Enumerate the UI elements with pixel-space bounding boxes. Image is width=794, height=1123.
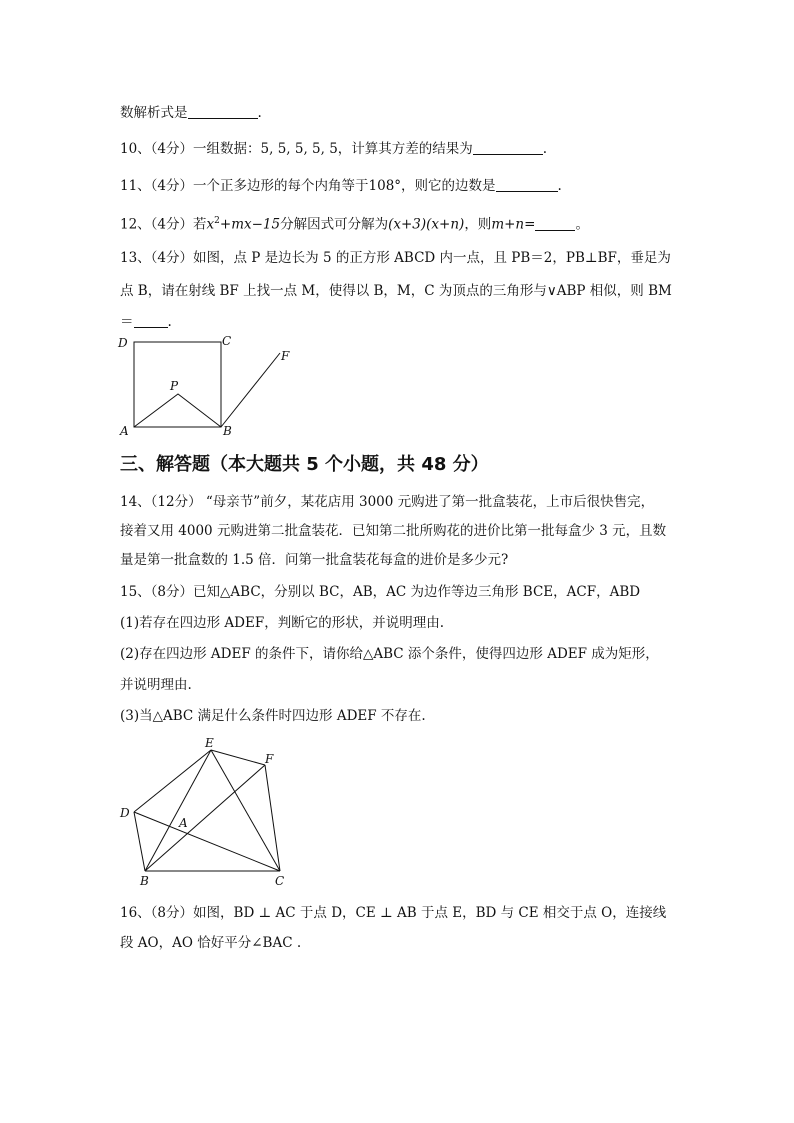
label-d: D	[118, 336, 128, 350]
label-c: C	[222, 334, 232, 348]
label-a2: A	[179, 816, 188, 830]
question-16-line-1: 16、（8分）如图，BD ⊥ AC 于点 D，CE ⊥ AB 于点 E，BD 与 CE 相交于点 O，连接线	[120, 905, 667, 921]
triangle-apb	[134, 394, 221, 427]
question-11: 11、（4分）一个正多边形的每个内角等于108°，则它的边数是 .	[120, 178, 562, 194]
segment-db	[134, 812, 145, 871]
segment-fc	[265, 765, 280, 871]
segment-fb	[145, 765, 265, 871]
q9-tail: 数解析式是 .	[120, 105, 262, 121]
label-b: B	[223, 424, 232, 438]
question-15-part-2: (2)存在四边形 ADEF 的条件下，请你给△ABC 添个条件，使得四边形 ADEF 成为矩形，	[120, 646, 659, 662]
segment-ec	[211, 750, 280, 871]
answer-blank[interactable]	[496, 177, 558, 192]
question-13-line-1: 13、（4分）如图，点 P 是边长为 5 的正方形 ABCD 内一点，且 PB＝2，PB⊥BF，垂足为	[120, 250, 671, 266]
answer-blank[interactable]	[473, 140, 543, 155]
label-d2: D	[120, 806, 130, 820]
question-16-line-2: 段 AO，AO 恰好平分∠BAC .	[120, 935, 302, 951]
segment-ed	[134, 750, 211, 812]
label-f: F	[281, 349, 290, 363]
section-heading: 三、解答题（本大题共 5 个小题，共 48 分）	[120, 454, 489, 475]
question-15-part-1: (1)若存在四边形 ADEF，判断它的形状，并说明理由.	[120, 615, 444, 631]
square-figure	[112, 332, 302, 442]
question-12: 12、（4分）若$x^2+mx-15$分解因式可分解为(x+3)(x+n)，则m+n= 。	[120, 216, 589, 233]
question-14-line-1: 14、（12分） “母亲节”前夕，某花店用 3000 元购进了第一批盒装花，上市后很快售完，	[120, 494, 655, 510]
answer-blank[interactable]	[535, 216, 575, 231]
answer-blank[interactable]	[134, 313, 168, 328]
answer-blank[interactable]	[188, 104, 258, 119]
segment-ef	[211, 750, 265, 765]
ray-bf	[221, 353, 280, 427]
question-14-line-2: 接着又用 4000 元购进第二批盒装花．已知第二批所购花的进价比第一批每盒少 3 元，且数	[120, 523, 667, 539]
label-a: A	[120, 424, 129, 438]
segment-eb	[145, 750, 211, 871]
label-b2: B	[140, 874, 149, 888]
triangles-figure	[112, 733, 302, 893]
label-f2: F	[265, 752, 274, 766]
question-15-line-3: 并说明理由.	[120, 677, 192, 693]
question-10: 10、（4分）一组数据：5, 5, 5, 5, 5，计算其方差的结果为 .	[120, 141, 548, 157]
question-14-line-3: 量是第一批盒数的 1.5 倍．问第一批盒装花每盒的进价是多少元?	[120, 552, 509, 568]
label-c2: C	[275, 874, 285, 888]
question-13-line-3: ＝ .	[120, 314, 172, 330]
label-e: E	[205, 736, 214, 750]
label-p: P	[170, 379, 179, 393]
question-15-part-3: (3)当△ABC 满足什么条件时四边形 ADEF 不存在.	[120, 708, 426, 724]
segment-dc	[134, 812, 280, 871]
question-15-line-0: 15、（8分）已知△ABC，分别以 BC，AB，AC 为边作等边三角形 BCE，ACF，ABD	[120, 584, 641, 600]
question-13-line-2: 点 B，请在射线 BF 上找一点 M，使得以 B，M，C 为顶点的三角形与∨ABP 相似，则 BM	[120, 283, 672, 299]
